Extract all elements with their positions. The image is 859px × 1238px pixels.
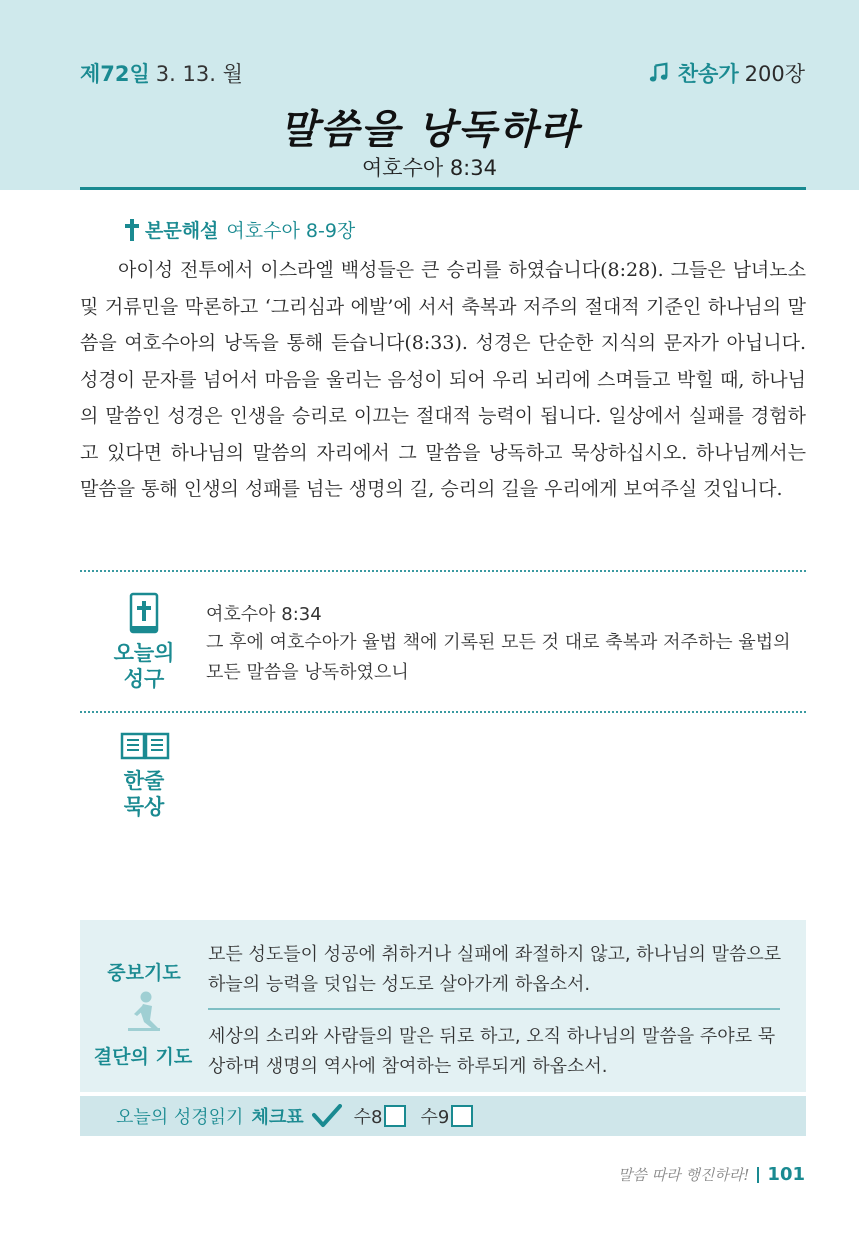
- header-rule: [80, 187, 806, 190]
- intercession-text: 모든 성도들이 성공에 취하거나 실패에 좌절하지 않고, 하나님의 말씀으로 하늘의 능력을 덧입는 성도로 살아가게 하옵소서.: [208, 944, 782, 995]
- checklist-bold-label: 체크표: [251, 1107, 304, 1128]
- checklist-item-1: 수8: [353, 1107, 383, 1128]
- verse-text: 그 후에 여호수아가 율법 책에 기록된 모든 것 대로 축복과 저주하는 율법의 모든 말씀을 낭독하였으니: [206, 632, 791, 683]
- hymn-label: 찬송가: [677, 62, 739, 86]
- decision-text: 세상의 소리와 사람들의 말은 뒤로 하고, 오직 하나님의 말씀을 주야로 묵상하며 생명의 역사에 참여하는 하루되게 하옵소서.: [208, 1026, 776, 1077]
- checklist-item-2: 수9: [420, 1107, 450, 1128]
- title-reference: 여호수아 8:34: [362, 156, 497, 180]
- meditation-label-line1: 한줄: [123, 769, 165, 793]
- checkmark-icon: [312, 1104, 342, 1128]
- divider-middle: [80, 711, 806, 713]
- hymn-number: 200장: [744, 62, 805, 86]
- intercession-label: 중보기도: [107, 962, 181, 984]
- meditation-label-line2: 묵상: [123, 795, 165, 819]
- explanation-heading: [124, 216, 355, 243]
- footer-slogan: 말씀 따라 행진하라!: [617, 1166, 750, 1184]
- explanation-label: 본문해설: [145, 220, 219, 242]
- footer-divider: [757, 1167, 759, 1183]
- checkbox-2[interactable]: [451, 1105, 473, 1127]
- hymn: [648, 58, 805, 88]
- verse-label: [94, 640, 194, 692]
- verse-reference: 여호수아 8:34: [206, 604, 322, 625]
- explanation-chapters: 여호수아 8-9장: [226, 220, 356, 242]
- explanation-text: 아이성 전투에서 이스라엘 백성들은 큰 승리를 하였습니다(8:28). 그들은 남녀노소 및 거류민을 막론하고 ‘그리심과 에발’에 서서 축복과 저주의 절대적 기준인 하나님의 말씀을 여호수아의 낭독을 통해 듣습니다(8:33). 성경은 단순한 지식의 문자가 아닙니다. 성경이 문자를 넘어서 마음을 울리는 음성이 되어 우리 뇌리에 스며들고 박힐 때, 하나님의 말씀인 성경은 인생을 승리로 이끄는 절대적 능력이 됩니다. 일상에서 실패를 경험하고 있다면 하나님의 말씀의 자리에서 그 말씀을 낭독하고 묵상하십시오. 하나님께서는 말씀을 통해 인생의 성패를 넘는 생명의 길, 승리의 길을 우리에게 보여주실 것입니다.: [80, 259, 806, 500]
- day-label: 제72일: [80, 62, 150, 86]
- divider-top: [80, 570, 806, 572]
- praying-person-icon: [124, 990, 164, 1032]
- cross-icon: [124, 219, 140, 241]
- date: 3. 13. 월: [155, 62, 243, 86]
- page-title: 말씀을 낭독하라: [279, 106, 580, 153]
- checkbox-1[interactable]: [384, 1105, 406, 1127]
- page-number: 101: [767, 1164, 805, 1185]
- day-date: [80, 58, 243, 88]
- verse-label-line2: 성구: [123, 667, 165, 691]
- music-note-icon: [648, 62, 670, 84]
- footer: [618, 1164, 805, 1185]
- prayer-separator: [208, 1008, 780, 1010]
- verse-label-line1: 오늘의: [113, 641, 175, 665]
- checklist-label: 오늘의 성경읽기: [116, 1107, 244, 1128]
- decision-label: 결단의 기도: [93, 1046, 193, 1068]
- open-book-icon: [118, 728, 172, 762]
- bible-icon: [129, 592, 159, 634]
- reading-checklist: [80, 1096, 806, 1136]
- meditation-label: [94, 768, 194, 820]
